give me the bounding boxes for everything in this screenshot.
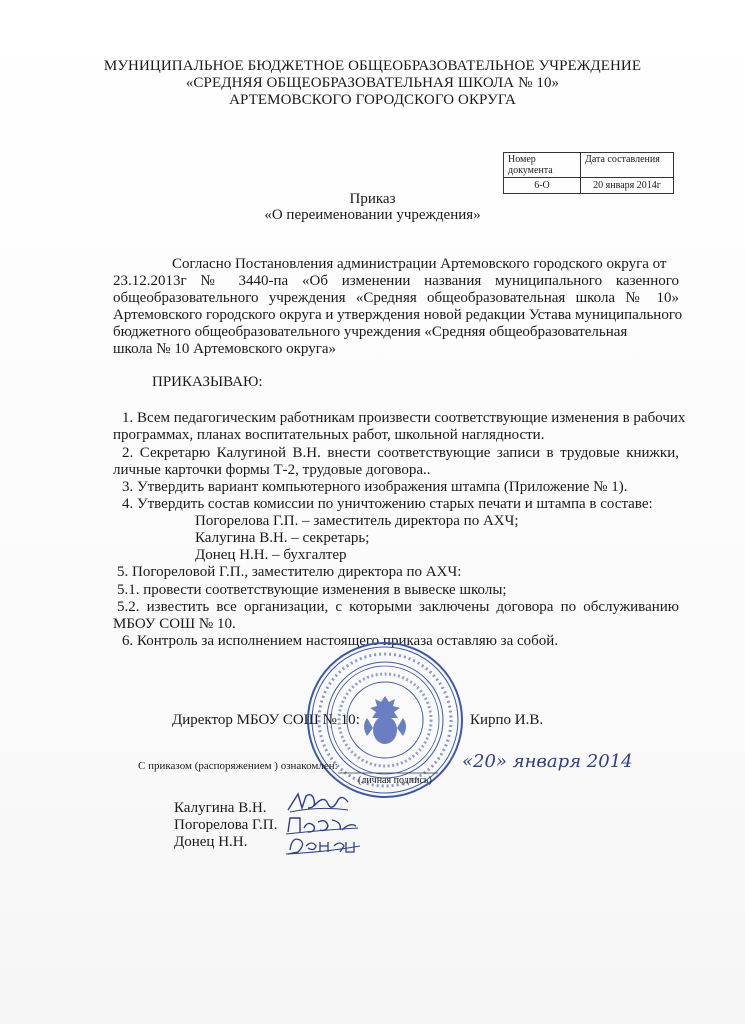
preamble-line-4: Артемовского городского округа и утверждения новой редакции Устава муниципального xyxy=(113,307,683,323)
org-name-line-3: АРТЕМОВСКОГО ГОРОДСКОГО ОКРУГА xyxy=(229,92,516,108)
acquainted-person-1: Калугина В.Н. xyxy=(174,800,267,816)
document-number-table xyxy=(503,152,674,194)
item-3: 3. Утвердить вариант компьютерного изображения штампа (Приложение № 1). xyxy=(122,479,628,495)
org-name-line-1: МУНИЦИПАЛЬНОЕ БЮДЖЕТНОЕ ОБЩЕОБРАЗОВАТЕЛЬНОЕ УЧРЕЖДЕНИЕ xyxy=(103,58,642,74)
item-4: 4. Утвердить состав комиссии по уничтожению старых печати и штампа в составе: xyxy=(122,496,653,512)
preamble-line-1: Согласно Постановления администрации Артемовского городского округа от xyxy=(172,256,667,272)
preamble-line-3: общеобразовательного учреждения «Средняя общеобразовательная школа № 10» xyxy=(113,290,679,306)
acquainted-person-2: Погорелова Г.П. xyxy=(174,817,278,833)
acquaint-date-handwritten: «20» января 2014 xyxy=(462,751,633,772)
item-6: 6. Контроль за исполнением настоящего приказа оставляю за собой. xyxy=(122,633,559,649)
personal-signature-caption: (личная подпись) xyxy=(358,775,432,786)
order-word: ПРИКАЗЫВАЮ: xyxy=(152,374,263,390)
org-name-line-2: «СРЕДНЯЯ ОБЩЕОБРАЗОВАТЕЛЬНАЯ ШКОЛА № 10» xyxy=(185,75,560,91)
item-5-1: 5.1. провести соответствующие изменения в вывеске школы; xyxy=(117,582,507,598)
doc-date-header: Дата составления xyxy=(581,153,674,178)
director-name: Кирпо И.В. xyxy=(470,712,544,728)
item-1-line-1: 1. Всем педагогическим работникам произвести соответствующие изменения в рабочих xyxy=(122,410,686,426)
acquaint-label: С приказом (распоряжением ) ознакомлен: xyxy=(138,760,338,772)
item-2-line-1: 2. Секретарю Калугиной В.Н. внести соответствующие записи в трудовые книжки, xyxy=(122,445,679,461)
preamble-line-2: 23.12.2013г № 3440-па «Об изменении названия муниципального казенного xyxy=(113,273,679,289)
doc-number-value: 6-О xyxy=(504,178,581,194)
commission-member-1: Погорелова Г.П. – заместитель директора по АХЧ; xyxy=(195,513,519,529)
item-5: 5. Погореловой Г.П., заместителю директора по АХЧ: xyxy=(117,564,462,580)
item-5-2-line-2: МБОУ СОШ № 10. xyxy=(113,616,236,632)
doc-number-header: Номер документа xyxy=(504,153,581,178)
item-5-2-line-1: 5.2. известить все организации, с которыми заключены договора по обслуживанию xyxy=(117,599,679,615)
preamble-line-5: бюджетного общеобразовательного учреждения «Средняя общеобразовательная xyxy=(113,324,628,340)
item-2-line-2: личные карточки формы Т-2, трудовые договора.. xyxy=(113,462,431,478)
acquainted-person-3: Донец Н.Н. xyxy=(174,834,248,850)
signature-donets-icon xyxy=(284,832,364,858)
preamble-line-6: школа № 10 Артемовского округа» xyxy=(113,341,337,357)
document-subject: «О переименовании учреждения» xyxy=(264,207,481,223)
doc-date-value: 20 января 2014г xyxy=(581,178,674,194)
document-kind: Приказ xyxy=(349,191,396,207)
commission-member-2: Калугина В.Н. – секретарь; xyxy=(195,530,370,546)
commission-member-3: Донец Н.Н. – бухгалтер xyxy=(195,547,347,563)
director-position: Директор МБОУ СОШ № 10: xyxy=(172,712,360,728)
item-1-line-2: программах, планах воспитательных работ, школьной наглядности. xyxy=(113,427,545,443)
